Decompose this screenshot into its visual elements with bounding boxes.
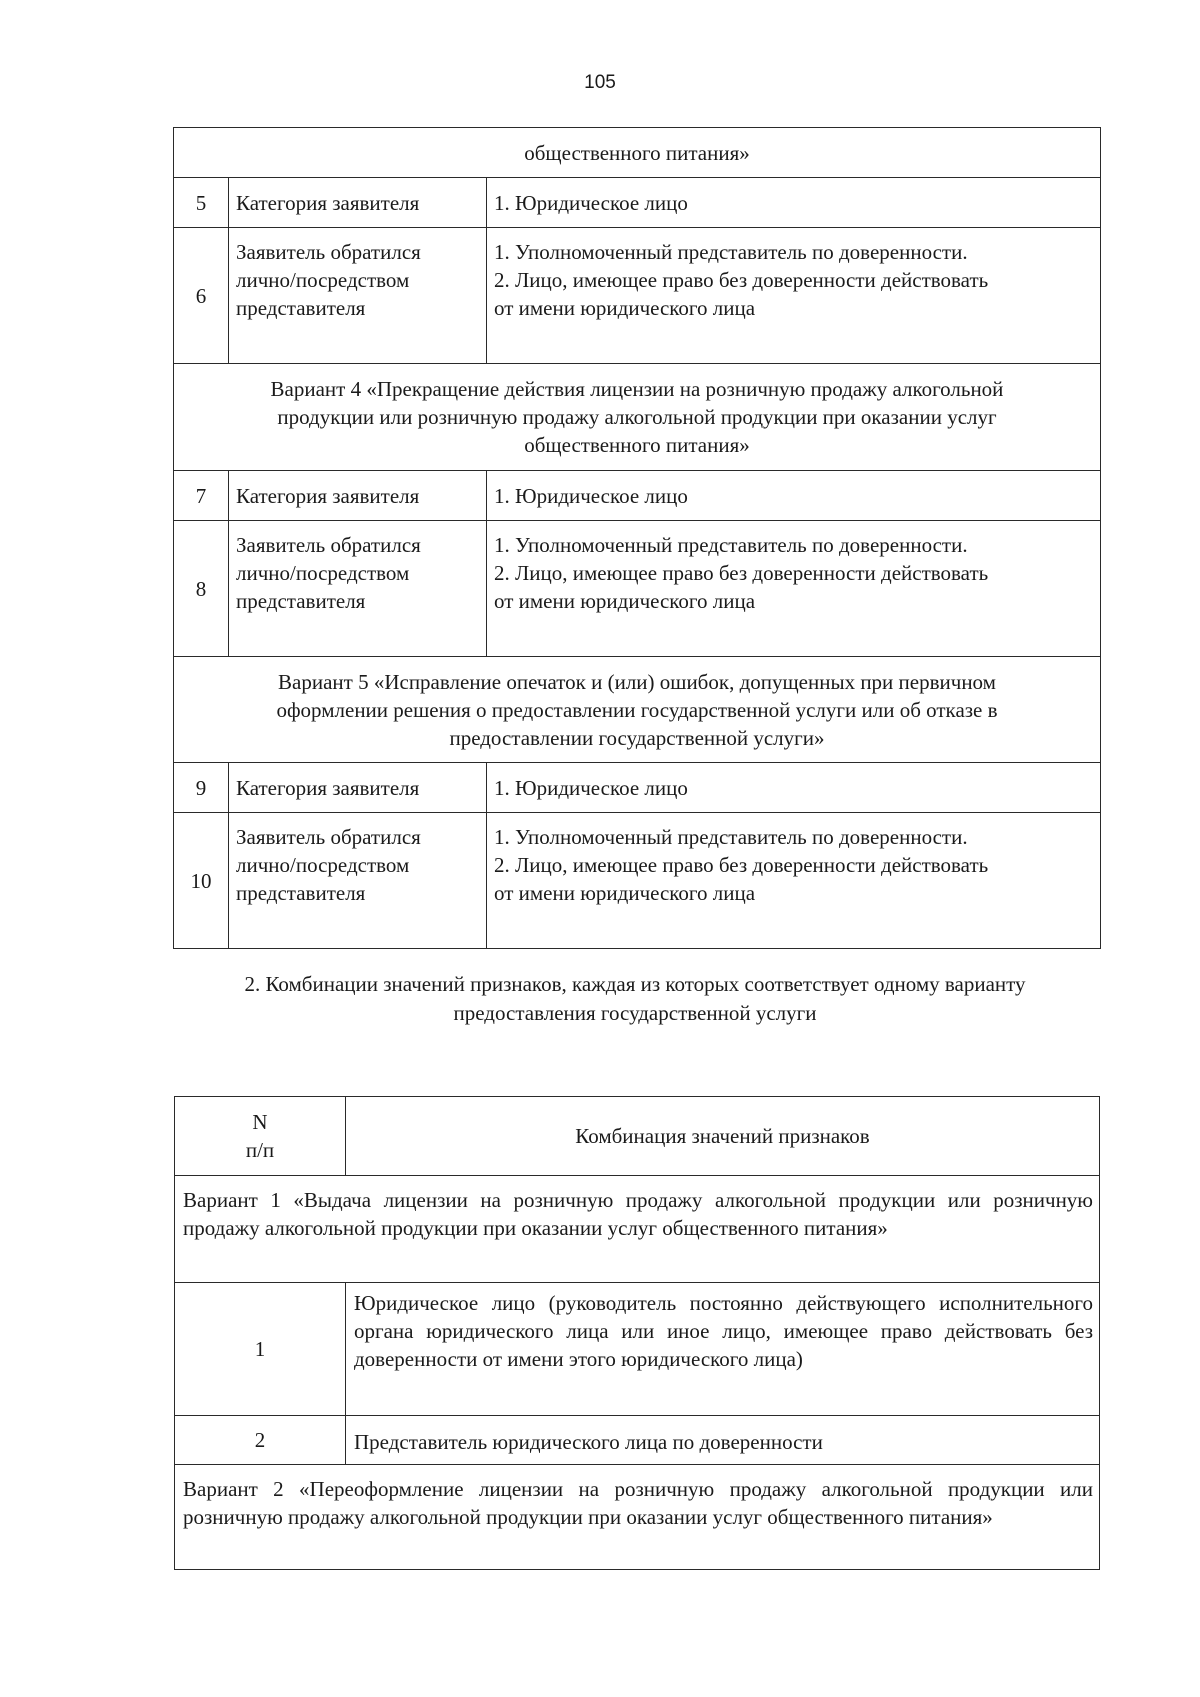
combination-text: Юридическое лицо (руководитель постоянно действующего исполнительного органа юридического лица или иное лицо, имеющее право действовать без доверенности от имени этого юридического лица) bbox=[346, 1283, 1100, 1416]
label-line: представителя bbox=[236, 881, 366, 905]
criterion-value bbox=[487, 471, 1101, 521]
criterion-value bbox=[487, 813, 1101, 949]
table-row bbox=[175, 1416, 1100, 1465]
table-row bbox=[175, 1283, 1100, 1416]
table-row bbox=[174, 128, 1101, 178]
label-line: Заявитель обратился bbox=[236, 240, 421, 264]
variant-row bbox=[175, 1465, 1100, 1570]
row-number: 2 bbox=[175, 1416, 346, 1465]
criterion-label: Категория заявителя bbox=[229, 763, 487, 813]
page-number: 105 bbox=[584, 72, 616, 93]
variant-line: Вариант 4 «Прекращение действия лицензии на розничную продажу алкогольной bbox=[270, 377, 1004, 401]
variant-4-header bbox=[174, 364, 1101, 471]
variant-row bbox=[174, 364, 1101, 471]
value-line: 1. Юридическое лицо bbox=[494, 776, 688, 800]
criterion-label: Категория заявителя bbox=[229, 471, 487, 521]
row-number: 8 bbox=[174, 521, 229, 657]
row-number: 7 bbox=[174, 471, 229, 521]
value-line: 1. Юридическое лицо bbox=[494, 484, 688, 508]
criterion-value bbox=[487, 178, 1101, 228]
value-line: 2. Лицо, имеющее право без доверенности действовать bbox=[494, 561, 989, 585]
value-line: 1. Уполномоченный представитель по доверенности. bbox=[494, 240, 968, 264]
row-number: 9 bbox=[174, 763, 229, 813]
table-header-row bbox=[175, 1097, 1100, 1176]
value-line: 1. Юридическое лицо bbox=[494, 191, 688, 215]
label-line: лично/посредством bbox=[236, 268, 410, 292]
combinations-table bbox=[174, 1096, 1100, 1570]
table-row bbox=[174, 521, 1101, 657]
row-number: 10 bbox=[174, 813, 229, 949]
value-line: 2. Лицо, имеющее право без доверенности действовать bbox=[494, 853, 989, 877]
criterion-value bbox=[487, 228, 1101, 364]
variant-row bbox=[174, 657, 1101, 763]
value-line: от имени юридического лица bbox=[494, 589, 756, 613]
variant-row bbox=[175, 1176, 1100, 1283]
table-row bbox=[174, 178, 1101, 228]
value-line: от имени юридического лица bbox=[494, 881, 756, 905]
criterion-value bbox=[487, 763, 1101, 813]
header-line: N bbox=[252, 1110, 268, 1134]
header-line: п/п bbox=[245, 1138, 275, 1162]
value-line: 1. Уполномоченный представитель по доверенности. bbox=[494, 825, 968, 849]
applicant-criteria-table bbox=[173, 127, 1101, 949]
criterion-label bbox=[229, 521, 487, 657]
label-line: представителя bbox=[236, 296, 366, 320]
label-line: лично/посредством bbox=[236, 561, 410, 585]
variant-line: продукции или розничную продажу алкогольной продукции при оказании услуг bbox=[277, 405, 997, 429]
label-line: Заявитель обратился bbox=[236, 533, 421, 557]
value-line: 1. Уполномоченный представитель по доверенности. bbox=[494, 533, 968, 557]
label-line: представителя bbox=[236, 589, 366, 613]
label-line: лично/посредством bbox=[236, 853, 410, 877]
header-combination-column: Комбинация значений признаков bbox=[346, 1097, 1100, 1176]
title-line: 2. Комбинации значений признаков, каждая из которых соответствует одному варианту bbox=[244, 972, 1026, 996]
variant-1-header: Вариант 1 «Выдача лицензии на розничную продажу алкогольной продукции или розничную продажу алкогольной продукции при оказании услуг общественного питания» bbox=[175, 1176, 1100, 1283]
variant-line: оформлении решения о предоставлении государственной услуги или об отказе в bbox=[276, 697, 998, 722]
table-row bbox=[174, 813, 1101, 949]
variant-line: предоставлении государственной услуги» bbox=[449, 725, 825, 750]
value-line: 2. Лицо, имеющее право без доверенности действовать bbox=[494, 268, 989, 292]
table-row bbox=[174, 228, 1101, 364]
row-number: 6 bbox=[174, 228, 229, 364]
variant-line: общественного питания» bbox=[524, 433, 750, 457]
row-number: 1 bbox=[175, 1283, 346, 1416]
criterion-label bbox=[229, 813, 487, 949]
header-number-column bbox=[175, 1097, 346, 1176]
table-row bbox=[174, 471, 1101, 521]
variant-line: Вариант 5 «Исправление опечаток и (или) ошибок, допущенных при первичном bbox=[278, 669, 996, 694]
title-line: предоставления государственной услуги bbox=[453, 1001, 817, 1025]
variant-5-header bbox=[174, 657, 1101, 763]
criterion-value bbox=[487, 521, 1101, 657]
criterion-label bbox=[229, 228, 487, 364]
value-line: от имени юридического лица bbox=[494, 296, 756, 320]
label-line: Заявитель обратился bbox=[236, 825, 421, 849]
criterion-label: Категория заявителя bbox=[229, 178, 487, 228]
section-2-title bbox=[160, 970, 1110, 1028]
continued-variant-header: общественного питания» bbox=[174, 128, 1101, 178]
table-row bbox=[174, 763, 1101, 813]
row-number: 5 bbox=[174, 178, 229, 228]
combination-text: Представитель юридического лица по доверенности bbox=[346, 1416, 1100, 1465]
variant-2-header: Вариант 2 «Переоформление лицензии на розничную продажу алкогольной продукции или розничную продажу алкогольной продукции при оказании услуг общественного питания» bbox=[175, 1465, 1100, 1570]
